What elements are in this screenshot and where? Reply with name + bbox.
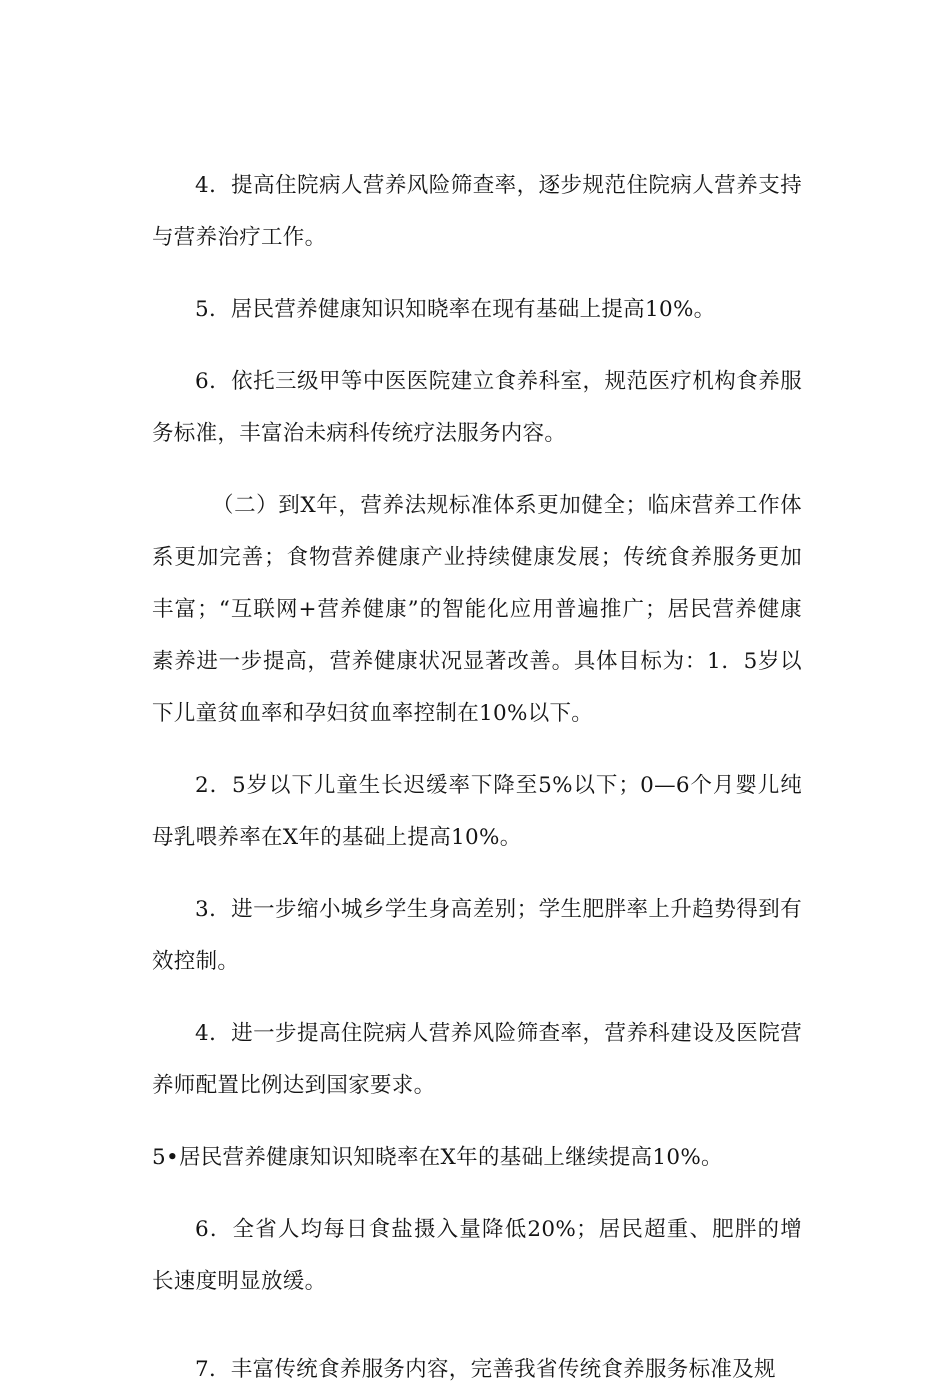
paragraph-section-two: （二）到X年，营养法规标准体系更加健全；临床营养工作体系更加完善；食物营养健康产业持续健康发展；传统食养服务更加丰富；“互联网+营养健康”的智能化应用普遍推广；居民营养健康素养进一步提高，营养健康状况显著改善。具体目标为：1．5岁以下儿童贫血率和孕妇贫血率控制在10%以下。 — [152, 493, 802, 726]
paragraph-goal-7: 7．丰富传统食养服务内容，完善我省传统食养服务标准及规 — [195, 1357, 776, 1382]
paragraph-item-5: 5．居民营养健康知识知晓率在现有基础上提高10%。 — [195, 297, 716, 322]
document-body — [152, 160, 802, 1396]
paragraph-goal-6: 6．全省人均每日食盐摄入量降低20%；居民超重、肥胖的增长速度明显放缓。 — [152, 1217, 802, 1294]
paragraph-goal-2: 2．5岁以下儿童生长迟缓率下降至5%以下；0—6个月婴儿纯母乳喂养率在X年的基础上提高10%。 — [152, 773, 802, 850]
paragraph-item-6: 6．依托三级甲等中医医院建立食养科室，规范医疗机构食养服务标准，丰富治未病科传统疗法服务内容。 — [152, 369, 802, 446]
paragraph-goal-5: 5•居民营养健康知识知晓率在X年的基础上继续提高10%。 — [152, 1145, 723, 1170]
paragraph-item-4: 4．提高住院病人营养风险筛查率，逐步规范住院病人营养支持与营养治疗工作。 — [152, 173, 802, 250]
paragraph-goal-4: 4．进一步提高住院病人营养风险筛查率，营养科建设及医院营养师配置比例达到国家要求。 — [152, 1021, 802, 1098]
paragraph-goal-3: 3．进一步缩小城乡学生身高差别；学生肥胖率上升趋势得到有效控制。 — [152, 897, 802, 974]
